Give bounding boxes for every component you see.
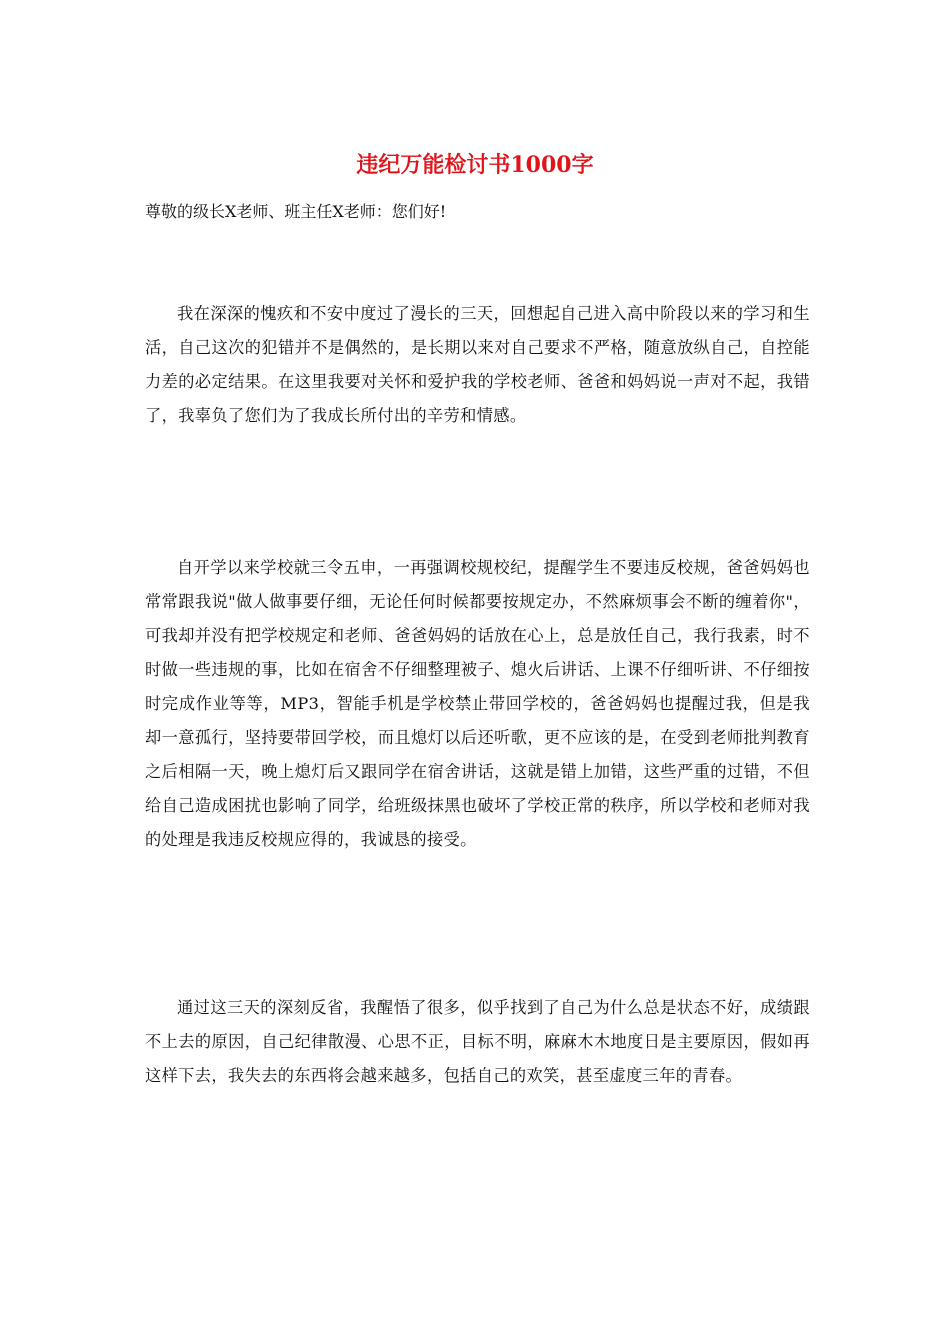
paragraph-2: 自开学以来学校就三令五申，一再强调校规校纪，提醒学生不要违反校规，爸爸妈妈也常常跟我说"做人做事要仔细，无论任何时候都要按规定办，不然麻烦事会不断的缠着你"，可我却并没有把学校规定和老师、爸爸妈妈的话放在心上，总是放任自己，我行我素，时不时做一些违规的事，比如在宿舍不仔细整理被子、熄火后讲话、上课不仔细听讲、不仔细按时完成作业等等，MP3，智能手机是学校禁止带回学校的，爸爸妈妈也提醒过我，但是我却一意孤行，坚持要带回学校，而且熄灯以后还听歌，更不应该的是，在受到老师批判教育之后相隔一天，晚上熄灯后又跟同学在宿舍讲话，这就是错上加错，这些严重的过错，不但给自己造成困扰也影响了同学，给班级抹黑也破坏了学校正常的秩序，所以学校和老师对我的处理是我违反校规应得的，我诚恳的接受。 — [145, 558, 810, 849]
salutation: 尊敬的级长X老师、班主任X老师：您们好! — [145, 202, 447, 221]
paragraph-1: 我在深深的愧疚和不安中度过了漫长的三天，回想起自己进入高中阶段以来的学习和生活，自己这次的犯错并不是偶然的，是长期以来对自己要求不严格，随意放纵自己，自控能力差的必定结果。在这里我要对关怀和爱护我的学校老师、爸爸和妈妈说一声对不起，我错了，我辜负了您们为了我成长所付出的辛劳和情感。 — [145, 304, 810, 425]
document-title: 违纪万能检讨书1000字 — [356, 152, 594, 178]
paragraph-3: 通过这三天的深刻反省，我醒悟了很多，似乎找到了自己为什么总是状态不好，成绩跟不上去的原因，自己纪律散漫、心思不正，目标不明，麻麻木木地度日是主要原因，假如再这样下去，我失去的东西将会越来越多，包括自己的欢笑，甚至虚度三年的青春。 — [145, 998, 810, 1085]
